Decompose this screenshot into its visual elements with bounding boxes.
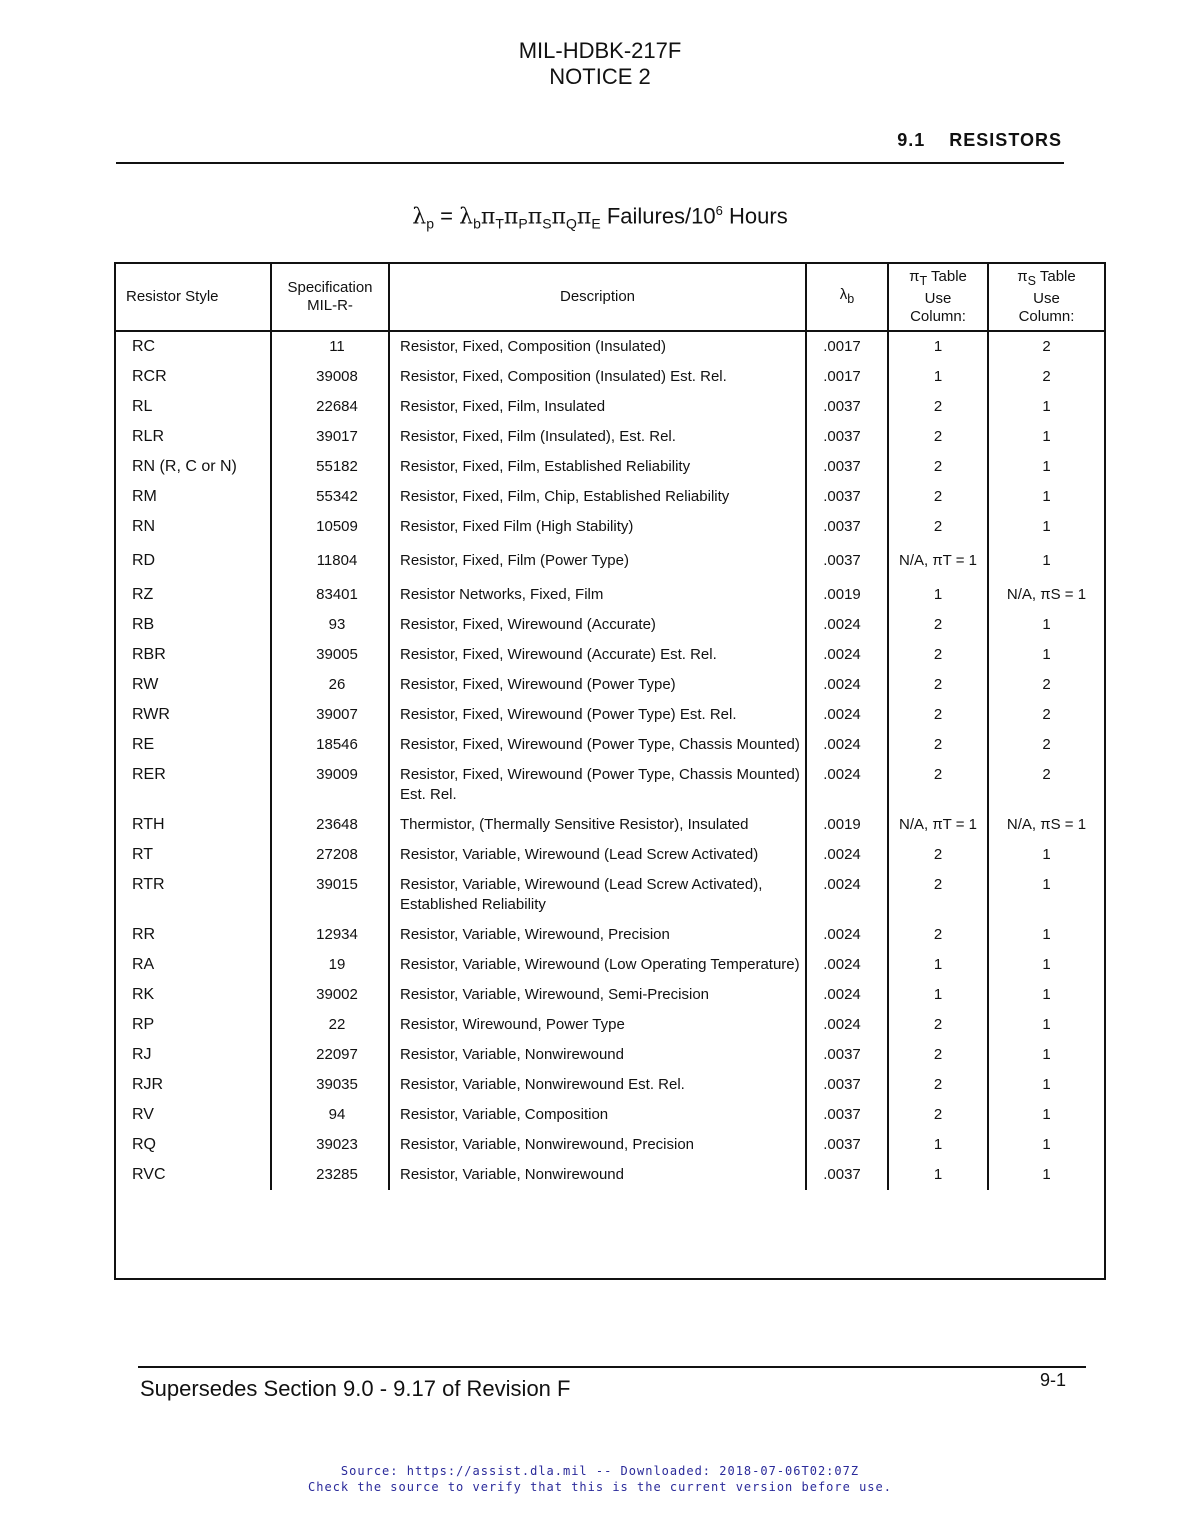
- table-body: [116, 331, 1104, 1190]
- cell-lambda-b: .0024: [806, 920, 888, 950]
- header-specification-line1: Specification: [287, 279, 373, 296]
- cell-pi-t-column: 2: [888, 422, 988, 452]
- cell-pi-t-column: 2: [888, 1100, 988, 1130]
- cell-pi-s-column: 1: [988, 920, 1104, 950]
- cell-resistor-style: RZ: [132, 586, 154, 603]
- cell-pi-t-column: 1: [888, 980, 988, 1010]
- document-title: MIL-HDBK-217F: [518, 38, 682, 63]
- cell-pi-s-column: 1: [988, 840, 1104, 870]
- cell-pi-s-column: 1: [988, 1130, 1104, 1160]
- cell-pi-s-column: N/A, πS = 1: [988, 576, 1104, 610]
- cell-specification: 22684: [271, 392, 389, 422]
- table-row: [116, 700, 1104, 730]
- cell-lambda-b: .0037: [806, 542, 888, 576]
- cell-resistor-style: RE: [132, 736, 155, 753]
- cell-lambda-b: .0037: [806, 392, 888, 422]
- cell-lambda-b: .0024: [806, 950, 888, 980]
- table-row: [116, 640, 1104, 670]
- cell-description: Resistor, Variable, Nonwirewound: [389, 1040, 806, 1070]
- cell-pi-s-column: 1: [988, 640, 1104, 670]
- cell-lambda-b: .0024: [806, 870, 888, 920]
- cell-lambda-b: .0019: [806, 576, 888, 610]
- cell-lambda-b: .0037: [806, 1160, 888, 1190]
- cell-resistor-style: RW: [132, 676, 159, 693]
- cell-specification: 55182: [271, 452, 389, 482]
- cell-pi-t-column: 2: [888, 730, 988, 760]
- failure-rate-formula: [0, 203, 1200, 232]
- cell-pi-t-column: 2: [888, 870, 988, 920]
- table-row: [116, 950, 1104, 980]
- cell-specification: 27208: [271, 840, 389, 870]
- cell-specification: 22: [271, 1010, 389, 1040]
- header-pi-s-table: [988, 264, 1104, 331]
- formula-equals: =: [434, 203, 460, 229]
- table-row: [116, 760, 1104, 810]
- cell-resistor-style: RER: [132, 766, 166, 783]
- cell-resistor-style: RTH: [132, 816, 165, 833]
- cell-pi-s-column: 1: [988, 392, 1104, 422]
- cell-lambda-b: .0037: [806, 482, 888, 512]
- cell-specification: 39035: [271, 1070, 389, 1100]
- section-divider: [116, 162, 1064, 164]
- cell-description: Resistor, Fixed, Film (Power Type): [389, 542, 806, 576]
- cell-specification: 12934: [271, 920, 389, 950]
- cell-description: Resistor Networks, Fixed, Film: [389, 576, 806, 610]
- supersedes-note: Supersedes Section 9.0 - 9.17 of Revision F: [140, 1376, 571, 1401]
- cell-pi-s-column: 1: [988, 422, 1104, 452]
- cell-description: Resistor, Variable, Wirewound (Lead Screw Activated), Established Reliability: [389, 870, 806, 920]
- header-specification-line2: MIL-R-: [307, 297, 353, 314]
- header-pi-s-subscript: S: [1027, 274, 1036, 288]
- cell-specification: 83401: [271, 576, 389, 610]
- cell-resistor-style: RVC: [132, 1166, 166, 1183]
- cell-pi-s-column: 1: [988, 1070, 1104, 1100]
- table-row: [116, 1100, 1104, 1130]
- formula-term-symbol: π: [576, 204, 592, 230]
- cell-description: Resistor, Fixed, Film, Insulated: [389, 392, 806, 422]
- formula-term-symbol: π: [551, 204, 566, 230]
- page-number: 9-1: [1040, 1370, 1067, 1390]
- cell-description: Resistor, Fixed, Wirewound (Power Type, Chassis Mounted): [389, 730, 806, 760]
- cell-pi-t-column: 1: [888, 1130, 988, 1160]
- header-lambda-symbol: λ: [839, 286, 848, 303]
- cell-specification: 39017: [271, 422, 389, 452]
- cell-lambda-b: .0019: [806, 810, 888, 840]
- cell-lambda-b: .0037: [806, 452, 888, 482]
- cell-pi-t-column: 2: [888, 700, 988, 730]
- cell-resistor-style: RJ: [132, 1046, 152, 1063]
- table-row: [116, 920, 1104, 950]
- cell-lambda-b: .0017: [806, 331, 888, 362]
- cell-lambda-b: .0037: [806, 422, 888, 452]
- cell-pi-t-column: 2: [888, 482, 988, 512]
- cell-resistor-style: RWR: [132, 706, 170, 723]
- cell-resistor-style: RQ: [132, 1136, 156, 1153]
- cell-specification: 39023: [271, 1130, 389, 1160]
- cell-lambda-b: .0024: [806, 610, 888, 640]
- cell-resistor-style: RCR: [132, 368, 167, 385]
- source-line: Source: https://assist.dla.mil -- Downloaded: 2018-07-06T02:07Z: [340, 1464, 860, 1478]
- table-row: [116, 392, 1104, 422]
- header-pi-s-line3: Column:: [1018, 308, 1075, 325]
- cell-pi-t-column: 2: [888, 512, 988, 542]
- formula-term-subscript: P: [518, 215, 528, 232]
- cell-description: Resistor, Fixed, Wirewound (Power Type, Chassis Mounted) Est. Rel.: [389, 760, 806, 810]
- cell-lambda-b: .0024: [806, 640, 888, 670]
- footer-divider: [138, 1366, 1086, 1368]
- cell-resistor-style: RTR: [132, 876, 165, 893]
- cell-description: Resistor, Variable, Nonwirewound: [389, 1160, 806, 1190]
- formula-term-subscript: Q: [566, 215, 577, 232]
- table-row: [116, 422, 1104, 452]
- cell-pi-t-column: 1: [888, 1160, 988, 1190]
- table-row: [116, 840, 1104, 870]
- cell-pi-t-column: 2: [888, 610, 988, 640]
- cell-pi-t-column: 2: [888, 392, 988, 422]
- cell-description: Resistor, Fixed, Film, Chip, Established Reliability: [389, 482, 806, 512]
- cell-description: Resistor, Fixed, Composition (Insulated) Est. Rel.: [389, 362, 806, 392]
- cell-resistor-style: RM: [132, 488, 157, 505]
- table-header-row: [116, 264, 1104, 331]
- cell-pi-t-column: 2: [888, 920, 988, 950]
- header-pi-s-line1: Table: [1035, 268, 1076, 285]
- verify-notice: Check the source to verify that this is the current version before use.: [308, 1480, 892, 1494]
- cell-pi-s-column: 2: [988, 331, 1104, 362]
- table-row: [116, 730, 1104, 760]
- cell-pi-s-column: 1: [988, 870, 1104, 920]
- section-name: RESISTORS: [949, 130, 1062, 150]
- cell-resistor-style: RD: [132, 552, 156, 569]
- cell-pi-s-column: 1: [988, 1010, 1104, 1040]
- cell-pi-s-column: 1: [988, 980, 1104, 1010]
- formula-lhs: λ: [412, 204, 427, 230]
- cell-description: Resistor, Fixed, Film, Established Reliability: [389, 452, 806, 482]
- cell-pi-s-column: 1: [988, 512, 1104, 542]
- cell-pi-s-column: 1: [988, 950, 1104, 980]
- cell-resistor-style: RLR: [132, 428, 165, 445]
- cell-pi-s-column: 1: [988, 1100, 1104, 1130]
- formula-term-symbol: π: [480, 204, 496, 230]
- cell-description: Thermistor, (Thermally Sensitive Resistor), Insulated: [389, 810, 806, 840]
- formula-term-symbol: π: [503, 204, 519, 230]
- formula-units-exponent: 6: [715, 203, 723, 218]
- table-row: [116, 610, 1104, 640]
- cell-pi-s-column: 1: [988, 482, 1104, 512]
- table-row: [116, 1010, 1104, 1040]
- cell-pi-t-column: 1: [888, 362, 988, 392]
- cell-pi-s-column: 2: [988, 670, 1104, 700]
- section-number: 9.1: [897, 130, 926, 150]
- cell-lambda-b: .0024: [806, 1010, 888, 1040]
- table-row: [116, 1130, 1104, 1160]
- header-pi-t-line1: Table: [927, 268, 967, 285]
- cell-description: Resistor, Fixed, Wirewound (Power Type) Est. Rel.: [389, 700, 806, 730]
- cell-pi-s-column: 2: [988, 730, 1104, 760]
- header-pi-s-symbol: π: [1017, 268, 1028, 285]
- cell-description: Resistor, Wirewound, Power Type: [389, 1010, 806, 1040]
- cell-specification: 94: [271, 1100, 389, 1130]
- cell-specification: 22097: [271, 1040, 389, 1070]
- cell-pi-t-column: 2: [888, 760, 988, 810]
- header-pi-t-line3: Column:: [910, 308, 966, 325]
- cell-specification: 39002: [271, 980, 389, 1010]
- table-row: [116, 810, 1104, 840]
- cell-pi-t-column: 2: [888, 840, 988, 870]
- header-description: Description: [389, 264, 806, 331]
- cell-pi-s-column: 2: [988, 760, 1104, 810]
- cell-resistor-style: RR: [132, 926, 156, 943]
- cell-resistor-style: RV: [132, 1106, 154, 1123]
- cell-resistor-style: RJR: [132, 1076, 164, 1093]
- table-row: [116, 362, 1104, 392]
- cell-pi-s-column: 1: [988, 1040, 1104, 1070]
- header-resistor-style: Resistor Style: [116, 264, 271, 331]
- cell-resistor-style: RN: [132, 518, 156, 535]
- cell-lambda-b: .0024: [806, 840, 888, 870]
- header-pi-t-subscript: T: [919, 274, 928, 288]
- table-row: [116, 512, 1104, 542]
- table-row: [116, 670, 1104, 700]
- formula-term-subscript: S: [542, 215, 552, 232]
- section-heading: [897, 130, 1062, 151]
- cell-description: Resistor, Variable, Wirewound, Semi-Precision: [389, 980, 806, 1010]
- cell-resistor-style: RN (R, C or N): [132, 458, 237, 475]
- cell-lambda-b: .0024: [806, 980, 888, 1010]
- cell-pi-s-column: 1: [988, 452, 1104, 482]
- table-row: [116, 482, 1104, 512]
- cell-lambda-b: .0037: [806, 1070, 888, 1100]
- cell-pi-t-column: 1: [888, 950, 988, 980]
- cell-pi-s-column: 1: [988, 610, 1104, 640]
- formula-lhs-subscript: p: [426, 215, 435, 232]
- cell-specification: 39005: [271, 640, 389, 670]
- cell-specification: 39015: [271, 870, 389, 920]
- cell-description: Resistor, Fixed, Wirewound (Power Type): [389, 670, 806, 700]
- cell-specification: 23648: [271, 810, 389, 840]
- resistor-table: [114, 262, 1106, 1280]
- formula-term-symbol: π: [527, 204, 543, 230]
- cell-description: Resistor, Variable, Wirewound (Lead Screw Activated): [389, 840, 806, 870]
- table-row: [116, 870, 1104, 920]
- cell-specification: 11: [271, 331, 389, 362]
- cell-description: Resistor, Variable, Composition: [389, 1100, 806, 1130]
- cell-description: Resistor, Fixed, Composition (Insulated): [389, 331, 806, 362]
- cell-resistor-style: RBR: [132, 646, 166, 663]
- cell-pi-t-column: 2: [888, 1010, 988, 1040]
- cell-specification: 39007: [271, 700, 389, 730]
- cell-description: Resistor, Fixed, Wirewound (Accurate): [389, 610, 806, 640]
- cell-specification: 10509: [271, 512, 389, 542]
- cell-pi-s-column: 2: [988, 700, 1104, 730]
- cell-pi-t-column: 1: [888, 331, 988, 362]
- formula-units-suffix: Hours: [722, 203, 788, 229]
- cell-specification: 23285: [271, 1160, 389, 1190]
- cell-description: Resistor, Variable, Nonwirewound Est. Rel.: [389, 1070, 806, 1100]
- document-notice: NOTICE 2: [549, 64, 651, 89]
- formula-term-subscript: b: [473, 215, 481, 232]
- cell-pi-t-column: 2: [888, 640, 988, 670]
- header-lambda-subscript: b: [847, 292, 855, 306]
- cell-specification: 39009: [271, 760, 389, 810]
- formula-term-subscript: T: [495, 215, 504, 232]
- cell-specification: 26: [271, 670, 389, 700]
- cell-resistor-style: RK: [132, 986, 155, 1003]
- header-pi-s-line2: Use: [1033, 290, 1060, 307]
- cell-pi-s-column: 1: [988, 542, 1104, 576]
- header-specification: [271, 264, 389, 331]
- cell-description: Resistor, Variable, Wirewound, Precision: [389, 920, 806, 950]
- cell-resistor-style: RA: [132, 956, 155, 973]
- formula-term-symbol: λ: [459, 204, 474, 230]
- cell-lambda-b: .0017: [806, 362, 888, 392]
- cell-pi-t-column: N/A, πT = 1: [888, 542, 988, 576]
- table-row: [116, 1070, 1104, 1100]
- cell-lambda-b: .0037: [806, 1100, 888, 1130]
- cell-pi-s-column: 2: [988, 362, 1104, 392]
- cell-specification: 39008: [271, 362, 389, 392]
- table-row: [116, 576, 1104, 610]
- header-pi-t-line2: Use: [924, 290, 952, 307]
- cell-specification: 55342: [271, 482, 389, 512]
- cell-specification: 19: [271, 950, 389, 980]
- table-row: [116, 542, 1104, 576]
- cell-pi-t-column: N/A, πT = 1: [888, 810, 988, 840]
- cell-pi-t-column: 2: [888, 670, 988, 700]
- header-pi-t-table: [888, 264, 988, 331]
- cell-pi-t-column: 2: [888, 1040, 988, 1070]
- cell-lambda-b: .0037: [806, 512, 888, 542]
- cell-lambda-b: .0024: [806, 700, 888, 730]
- cell-lambda-b: .0037: [806, 1130, 888, 1160]
- header-pi-t-symbol: π: [909, 268, 920, 285]
- formula-term-subscript: E: [591, 215, 601, 232]
- cell-pi-t-column: 2: [888, 452, 988, 482]
- cell-description: Resistor, Variable, Wirewound (Low Operating Temperature): [389, 950, 806, 980]
- table-row: [116, 1160, 1104, 1190]
- table-row: [116, 452, 1104, 482]
- cell-resistor-style: RP: [132, 1016, 155, 1033]
- cell-description: Resistor, Variable, Nonwirewound, Precision: [389, 1130, 806, 1160]
- cell-description: Resistor, Fixed, Wirewound (Accurate) Est. Rel.: [389, 640, 806, 670]
- cell-specification: 11804: [271, 542, 389, 576]
- cell-resistor-style: RB: [132, 616, 155, 633]
- formula-units: Failures/10: [600, 203, 716, 229]
- cell-description: Resistor, Fixed, Film (Insulated), Est. Rel.: [389, 422, 806, 452]
- cell-resistor-style: RT: [132, 846, 154, 863]
- cell-pi-t-column: 1: [888, 576, 988, 610]
- cell-resistor-style: RC: [132, 338, 156, 355]
- table-row: [116, 331, 1104, 362]
- cell-pi-s-column: N/A, πS = 1: [988, 810, 1104, 840]
- cell-lambda-b: .0024: [806, 670, 888, 700]
- cell-lambda-b: .0024: [806, 730, 888, 760]
- cell-description: Resistor, Fixed Film (High Stability): [389, 512, 806, 542]
- cell-lambda-b: .0037: [806, 1040, 888, 1070]
- cell-resistor-style: RL: [132, 398, 153, 415]
- table-row: [116, 1040, 1104, 1070]
- header-lambda-b: [806, 264, 888, 331]
- cell-pi-s-column: 1: [988, 1160, 1104, 1190]
- cell-specification: 18546: [271, 730, 389, 760]
- cell-lambda-b: .0024: [806, 760, 888, 810]
- table-row: [116, 980, 1104, 1010]
- cell-specification: 93: [271, 610, 389, 640]
- cell-pi-t-column: 2: [888, 1070, 988, 1100]
